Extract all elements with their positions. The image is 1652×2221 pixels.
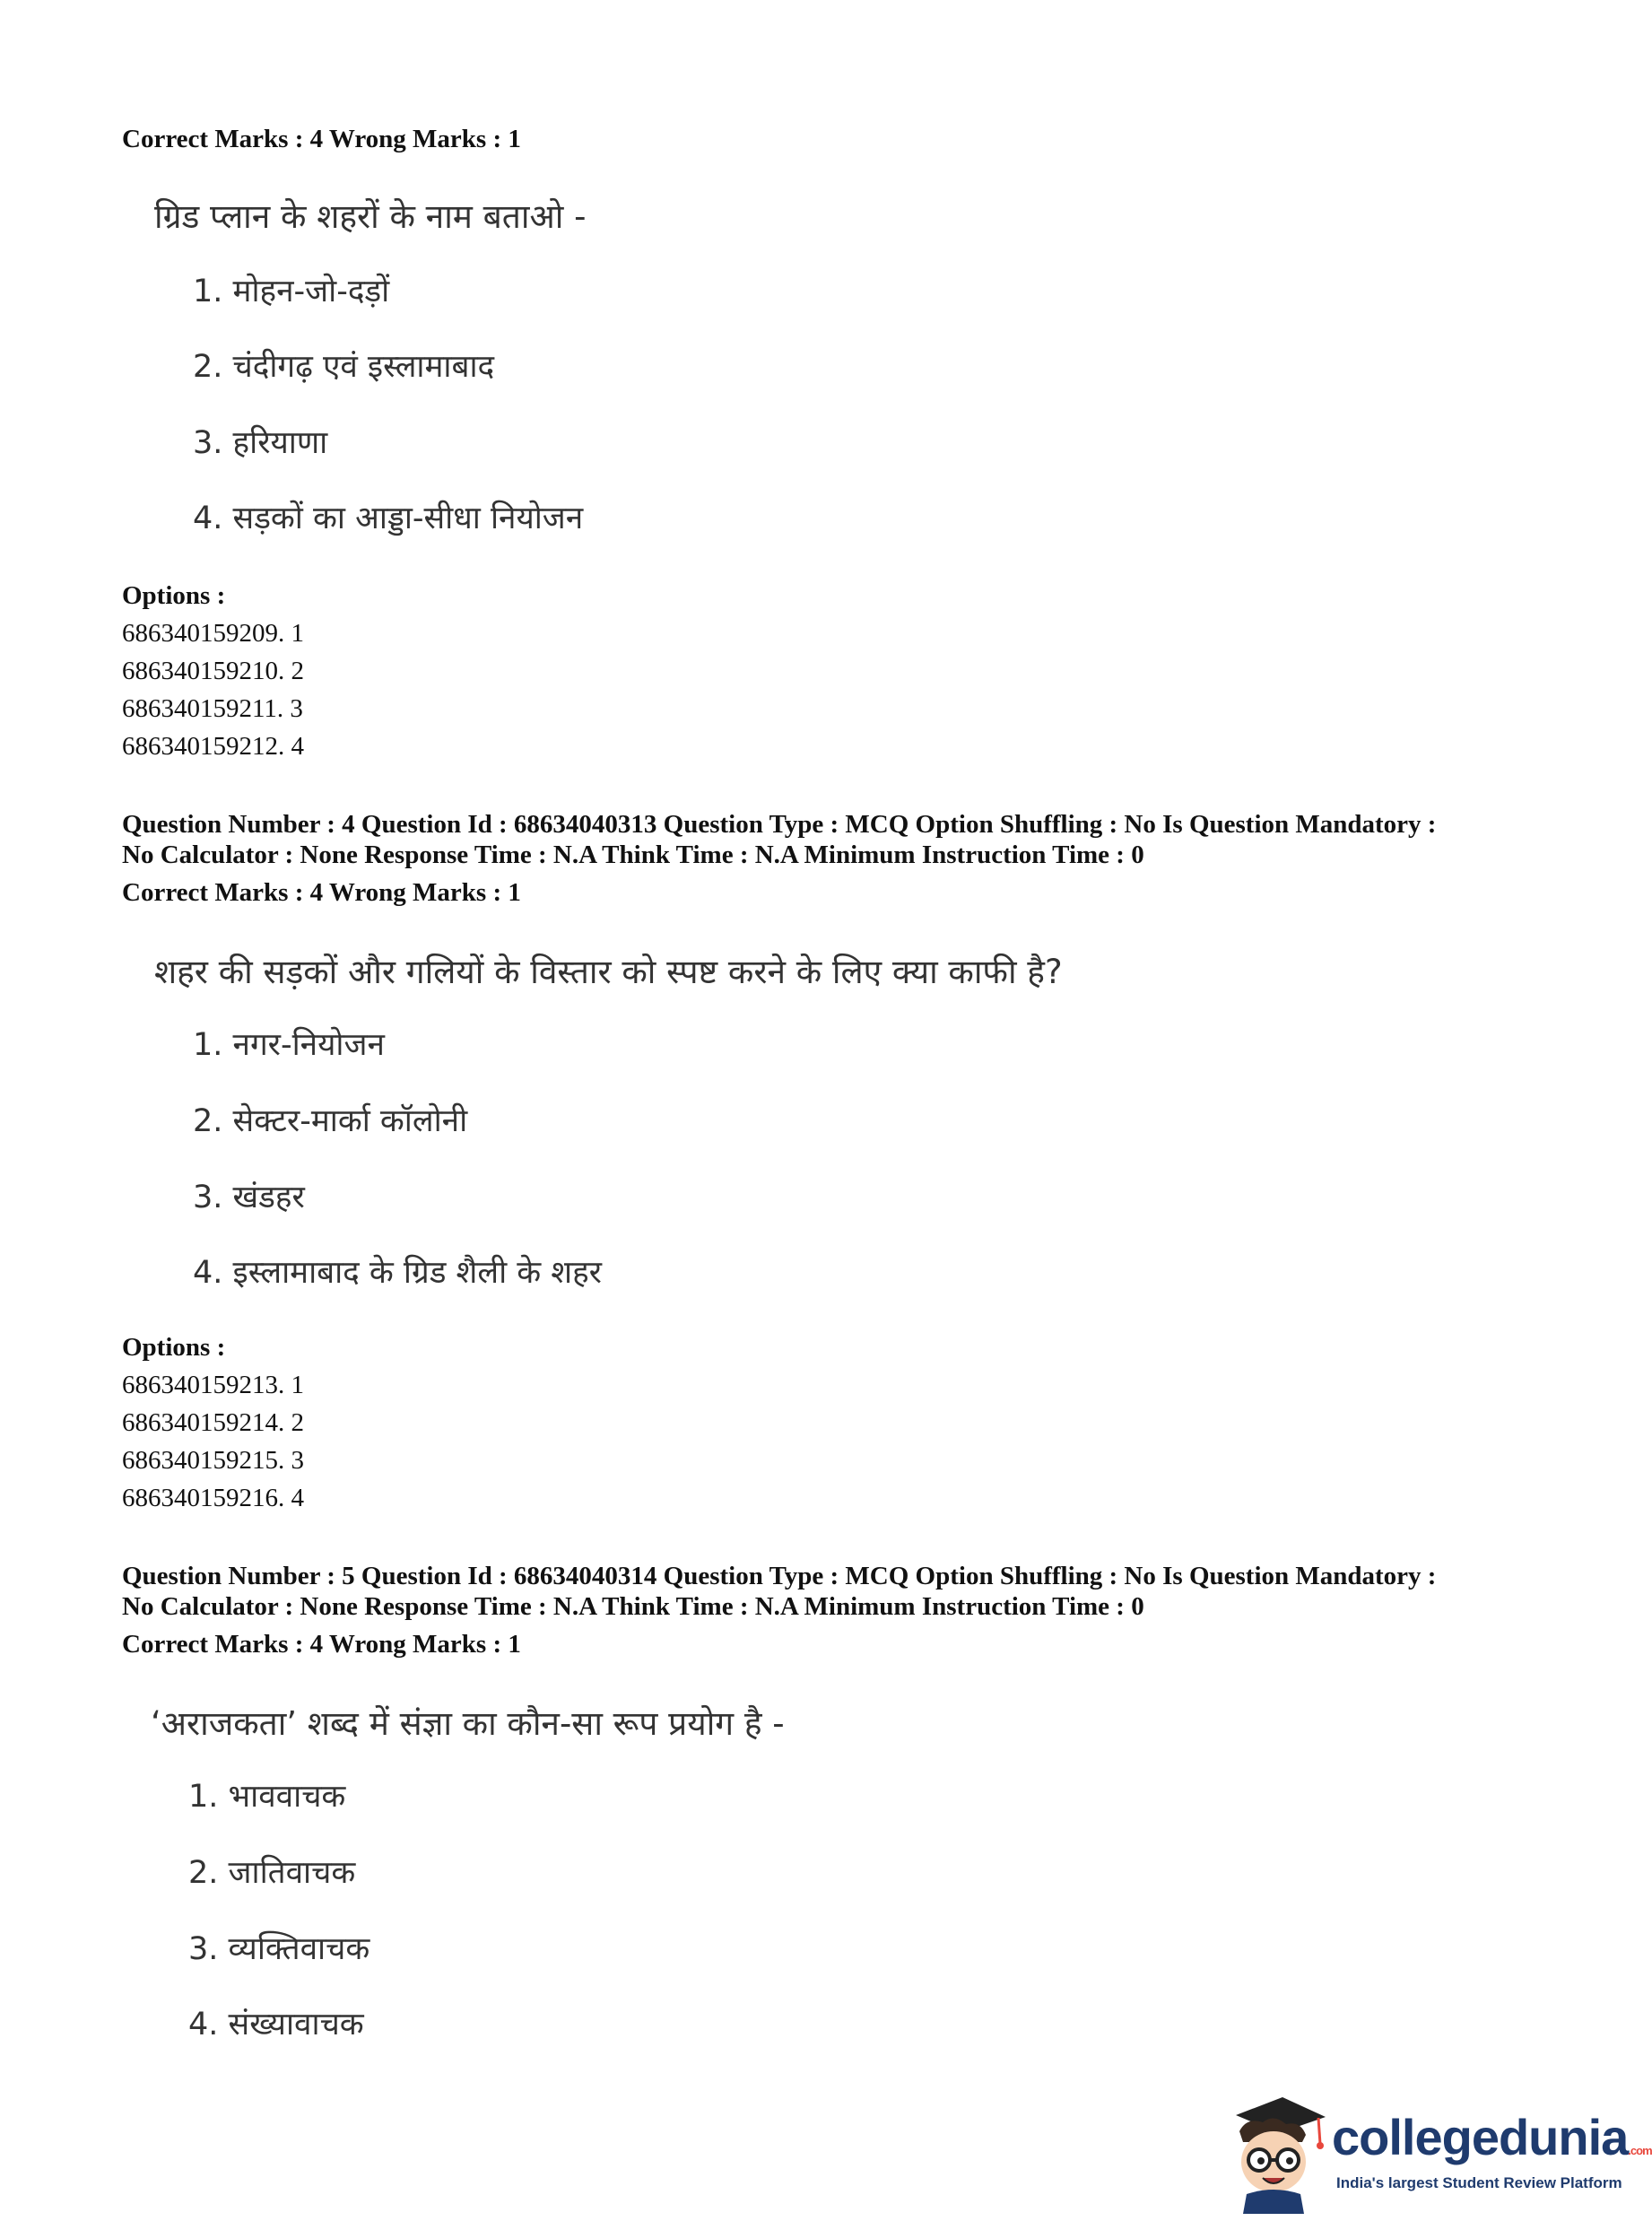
mascot-icon (1220, 2088, 1327, 2214)
q5-choice-3: 3. व्यक्तिवाचक (188, 1931, 370, 1967)
q4-question-text: शहर की सड़कों और गलियों के विस्तार को स्पष्ट करने के लिए क्या काफी है? (154, 953, 1063, 991)
q4-marks: Correct Marks : 4 Wrong Marks : 1 (122, 878, 521, 907)
q3-marks: Correct Marks : 4 Wrong Marks : 1 (122, 125, 521, 153)
q3-option-id-4: 686340159212. 4 (122, 732, 304, 761)
q5-choice-1: 1. भाववाचक (188, 1779, 346, 1815)
q3-choice-1: 1. मोहन-जो-दड़ों (193, 274, 390, 309)
q4-options-label: Options : (122, 1333, 226, 1362)
q3-option-id-2: 686340159210. 2 (122, 657, 304, 685)
q3-question-text: ग्रिड प्लान के शहरों के नाम बताओ - (154, 197, 587, 236)
q4-option-id-1: 686340159213. 1 (122, 1371, 304, 1399)
q5-choice-2: 2. जातिवाचक (188, 1855, 356, 1891)
q3-choice-4: 4. सड़कों का आड्डा-सीधा नियोजन (193, 501, 584, 536)
q5-marks: Correct Marks : 4 Wrong Marks : 1 (122, 1630, 521, 1659)
q3-choice-3: 3. हरियाणा (193, 425, 328, 461)
q4-choice-2: 2. सेक्टर-मार्का कॉलोनी (193, 1103, 468, 1139)
q5-header-line1: Question Number : 5 Question Id : 68634040314 Question Type : MCQ Option Shuffling : No Is Question Mandatory : (122, 1562, 1437, 1590)
q3-option-id-1: 686340159209. 1 (122, 619, 304, 648)
q4-choice-1: 1. नगर-नियोजन (193, 1027, 385, 1063)
q5-header-line2: No Calculator : None Response Time : N.A Think Time : N.A Minimum Instruction Time : 0 (122, 1592, 1144, 1621)
q4-choice-3: 3. खंडहर (193, 1180, 305, 1215)
logo-wordmark: collegedunia.com (1332, 2109, 1652, 2165)
q4-header-line2: No Calculator : None Response Time : N.A Think Time : N.A Minimum Instruction Time : 0 (122, 840, 1144, 869)
q3-options-label: Options : (122, 581, 226, 610)
logo-tagline: India's largest Student Review Platform (1336, 2174, 1622, 2191)
q4-option-id-3: 686340159215. 3 (122, 1446, 304, 1475)
q4-option-id-4: 686340159216. 4 (122, 1484, 304, 1512)
q3-option-id-3: 686340159211. 3 (122, 694, 303, 723)
q4-option-id-2: 686340159214. 2 (122, 1408, 304, 1437)
q5-choice-4: 4. संख्यावाचक (188, 2007, 364, 2042)
q4-header-line1: Question Number : 4 Question Id : 68634040313 Question Type : MCQ Option Shuffling : No Is Question Mandatory : (122, 810, 1437, 839)
q5-question-text: ‘अराजकता’ शब्द में संज्ञा का कौन-सा रूप प्रयोग है - (151, 1704, 785, 1743)
q3-choice-2: 2. चंदीगढ़ एवं इस्लामाबाद (193, 349, 495, 385)
collegedunia-logo (1220, 2088, 1652, 2214)
q4-choice-4: 4. इस्लामाबाद के ग्रिड शैली के शहर (193, 1255, 602, 1291)
